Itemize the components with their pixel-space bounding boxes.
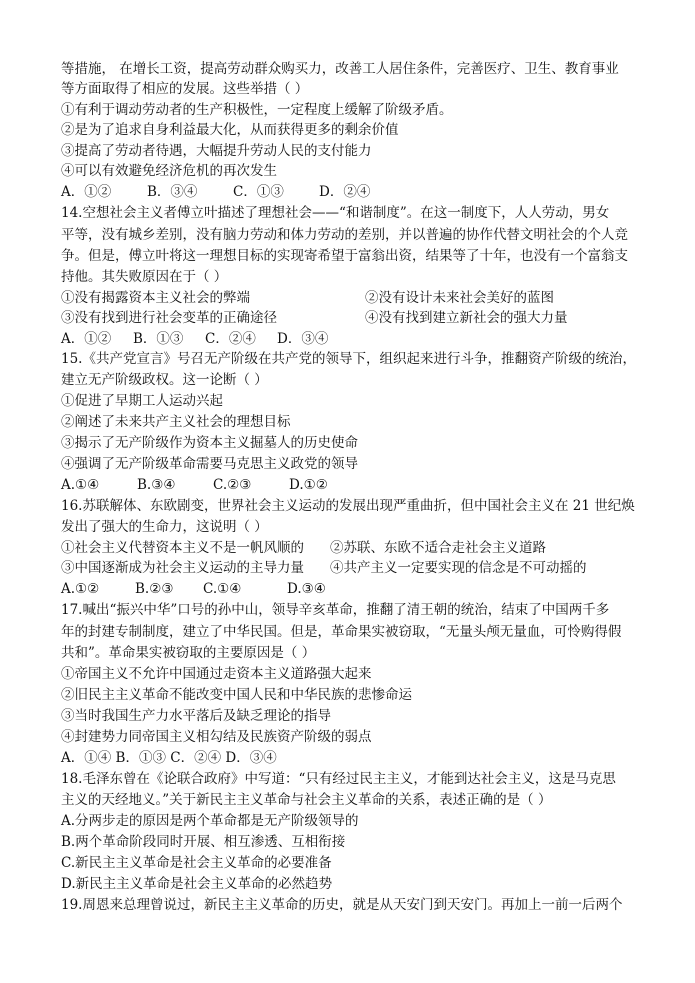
q14-items-row-2 (61, 309, 277, 327)
q14-option-b[interactable]: B．①③ (133, 331, 184, 347)
q14-items-row-1 (61, 289, 250, 307)
q14-option-d[interactable]: D．③④ (277, 331, 329, 347)
q18-option-a[interactable]: A.分两步走的原因是两个革命都是无产阶级领导的 (61, 813, 359, 829)
q15-option-c[interactable]: C.②③ (213, 477, 252, 493)
q17-item-4: ④封建势力同帝国主义相勾结及民族资产阶级的弱点 (61, 729, 372, 745)
q13-text-line-2: 等方面取得了相应的发展。这些举措（ ） (61, 81, 309, 97)
q16-option-c[interactable]: C.①④ (203, 581, 242, 597)
q16-stem-line-1: 16.苏联解体、东欧剧变，世界社会主义运动的发展出现严重曲折，但中国社会主义在 21 世纪焕 (61, 498, 635, 514)
q13-item-4: ④可以有效避免经济危机的再次发生 (61, 163, 277, 179)
q17-stem-line-1: 17.喊出“振兴中华”口号的孙中山，领导辛亥革命，推翻了清王朝的统治，结束了中国两千多 (61, 602, 610, 618)
q15-stem-line-1: 15.《共产党宣言》号召无产阶级在共产党的领导下，组织起来进行斗争，推翻资产阶级的统治， (61, 351, 636, 367)
q16-item-3: ③中国逐渐成为社会主义运动的主导力量 (61, 560, 304, 576)
q13-option-c[interactable]: C．①③ (233, 184, 284, 200)
q18-option-d[interactable]: D.新民主主义革命是社会主义革命的必然趋势 (61, 876, 333, 892)
q14-item-1: ①没有揭露资本主义社会的弊端 (61, 290, 250, 306)
q15-stem-line-2: 建立无产阶级政权。这一论断（ ） (61, 372, 268, 388)
q14-stem-line-1: 14.空想社会主义者傅立叶描述了理想社会——“和谐制度”。在这一制度下，人人劳动，男女 (61, 205, 610, 221)
q16-option-b[interactable]: B.②③ (135, 581, 174, 597)
q17-stem-line-2: 年的封建专制制度，建立了中华民国。但是，革命果实被窃取，“无量头颅无量血，可怜购得假 (61, 624, 622, 640)
q13-item-2: ②是为了追求自身利益最大化，从而获得更多的剩余价值 (61, 122, 399, 138)
q19-stem-line-1: 19.周恩来总理曾说过，新民主主义革命的历史，就是从天安门到天安门。再加上一前一后两个 (61, 897, 623, 913)
q13-option-a[interactable]: A．①② (61, 184, 112, 200)
q13-option-d[interactable]: D．②④ (319, 184, 371, 200)
q16-item-2: ②苏联、东欧不适合走社会主义道路 (330, 540, 546, 556)
q18-option-b[interactable]: B.两个革命阶段同时开展、相互渗透、互相衔接 (61, 834, 346, 850)
q13-text-line-1: 等措施， 在增长工资，提高劳动群众购买力，改善工人居住条件，完善医疗、卫生、教育事业 (61, 61, 619, 77)
q16-items-row-2 (61, 559, 304, 577)
q14-options (61, 330, 349, 348)
q17-options[interactable]: A．①④ B．①③ C．②④ D．③④ (61, 750, 277, 766)
q15-option-a[interactable]: A.①④ (61, 477, 100, 493)
q16-item-1: ①社会主义代替资本主义不是一帆风顺的 (61, 540, 304, 556)
q13-option-b[interactable]: B．③④ (147, 184, 198, 200)
q15-item-2: ②阐述了未来共产主义社会的理想目标 (61, 414, 291, 430)
q17-item-2: ②旧民主主义革命不能改变中国人民和中华民族的悲惨命运 (61, 687, 412, 703)
q13-item-1: ①有利于调动劳动者的生产积极性，一定程度上缓解了阶级矛盾。 (61, 102, 453, 118)
q16-item-4: ④共产主义一定要实现的信念是不可动摇的 (330, 560, 587, 576)
q18-stem-line-2: 主义的天经地义。”关于新民主主义革命与社会主义革命的关系，表述正确的是（ ） (61, 792, 552, 808)
q14-option-a[interactable]: A．①② (61, 331, 112, 347)
q13-options (61, 183, 405, 201)
q17-item-3: ③当时我国生产力水平落后及缺乏理论的指导 (61, 708, 331, 724)
q14-item-4: ④没有找到建立新社会的强大力量 (365, 310, 568, 326)
q14-stem-line-3: 争。但是，傅立叶将这一理想目标的实现寄希望于富翁出资，结果等了十年，也没有一个富翁支 (61, 248, 628, 264)
q16-stem-line-2: 发出了强大的生命力，这说明（ ） (61, 519, 268, 535)
q14-stem-line-2: 平等，没有城乡差别，没有脑力劳动和体力劳动的差别，并以普遍的协作代替文明社会的个人竞 (61, 227, 628, 243)
q14-item-3: ③没有找到进行社会变革的正确途径 (61, 310, 277, 326)
q14-option-c[interactable]: C．②④ (205, 331, 256, 347)
q18-option-c[interactable]: C.新民主主义革命是社会主义革命的必要准备 (61, 855, 332, 871)
q16-option-a[interactable]: A.①② (61, 581, 100, 597)
q15-options (61, 476, 365, 494)
q16-options (61, 580, 347, 598)
q15-option-b[interactable]: B.③④ (137, 477, 176, 493)
q18-stem-line-1: 18.毛泽东曾在《论联合政府》中写道：“只有经过民主主义，才能到达社会主义，这是马克思 (61, 771, 616, 787)
q14-stem-line-4: 持他。其失败原因在于（ ） (61, 269, 228, 285)
q15-option-d[interactable]: D.①② (289, 477, 328, 493)
q15-item-3: ③揭示了无产阶级作为资本主义掘墓人的历史使命 (61, 435, 358, 451)
q15-item-1: ①促进了早期工人运动兴起 (61, 393, 223, 409)
q15-item-4: ④强调了无产阶级革命需要马克思主义政党的领导 (61, 456, 358, 472)
q16-items-row-1 (61, 539, 304, 557)
q13-item-3: ③提高了劳动者待遇，大幅提升劳动人民的支付能力 (61, 143, 372, 159)
q17-stem-line-3: 共和”。革命果实被窃取的主要原因是（ ） (61, 645, 316, 661)
q16-option-d[interactable]: D.③④ (287, 581, 326, 597)
q14-item-2: ②没有设计未来社会美好的蓝图 (365, 290, 554, 306)
q17-item-1: ①帝国主义不允许中国通过走资本主义道路强大起来 (61, 666, 372, 682)
